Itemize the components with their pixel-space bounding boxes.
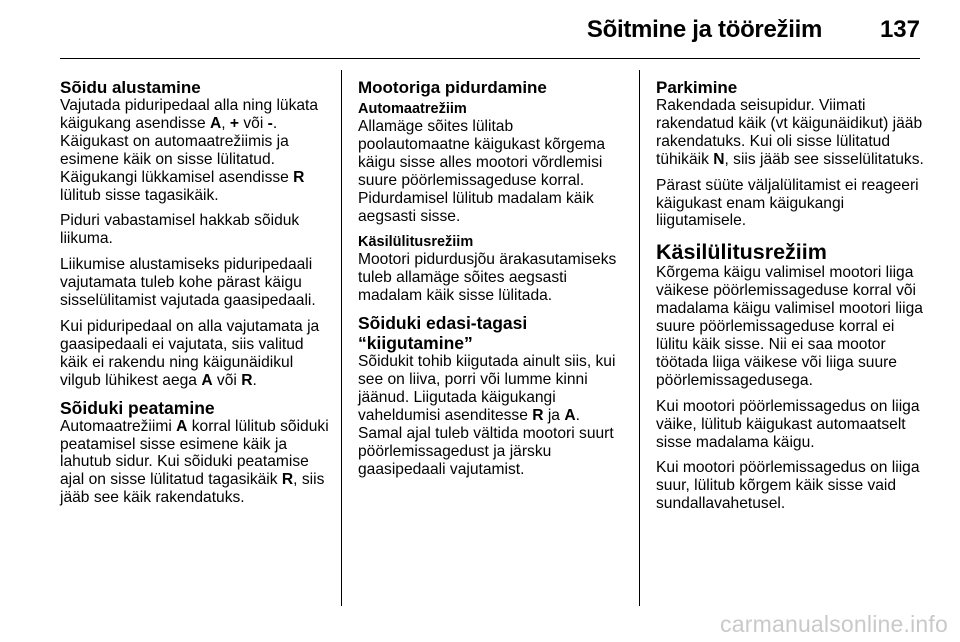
text: . Samal ajal tuleb vältida mootori suurt pöörlemissagedust ja järsku gaasipedaali vajutamist. [358, 406, 614, 478]
text: lülitub sisse tagasikäik. [60, 186, 219, 204]
text: . Käigukast on automaatrežiimis ja esimene käik on sisse lülitatud. Käigukangi lükkamisel asendisse [60, 114, 294, 186]
page-title: Sõitmine ja töörežiim [586, 16, 822, 43]
paragraph: Kõrgema käigu valimisel mootori liiga väikese pöörlemissageduse korral või madalama käigu valimisel mootori liiga suure pöörlemissageduse korral ei lülitu käik sisse. Nii ei saa mootor töötada liiga väikese või liiga suure pöörlemissagedusega. [656, 264, 923, 389]
subheading-manual-mode: Käsilülitusrežiim [358, 234, 474, 251]
paragraph: Mootori pidurdusjõu ärakasutamiseks tuleb allamäge sõites aegsasti madalam käik sisse lülitada. [358, 251, 617, 305]
text: korral lülitub sõiduki peatamisel sisse esimene käik ja lahutub sidur. Kui sõiduki peatamise ajal on sisse lülitatud tagasikäik [60, 417, 329, 489]
gear-letter: R [293, 168, 305, 186]
text: või [239, 114, 268, 132]
text: , siis jääb see käik rakendatuks. [60, 471, 325, 507]
text: Vajutada piduripedaal alla ning lükata käigukang asendisse [60, 97, 319, 132]
section-heading-stop: Sõiduki peatamine [60, 397, 215, 418]
watermark: carmanualsonline.info [720, 611, 948, 637]
gear-symbol: - [267, 114, 273, 132]
text: Automaatrežiimi [60, 417, 177, 435]
paragraph [358, 353, 628, 478]
gear-letter: A [176, 417, 188, 435]
section-heading-engine-braking: Mootoriga pidurdamine [358, 78, 547, 97]
text: , siis jääb see sisselülitatuks. [724, 150, 924, 168]
gear-letter: A [201, 371, 213, 389]
gear-symbol: + [229, 114, 240, 132]
column-3 [656, 78, 924, 521]
gear-letter: A [564, 406, 576, 424]
paragraph: Liikumise alustamiseks piduripedaali vajutamata tuleb kohe pärast käigu sisselülitamist vajutada gaasipedaali. [60, 256, 316, 310]
paragraph: Pärast süüte väljalülitamist ei reageeri käigukast enam käigukangi liigutamisele. [656, 176, 919, 230]
text: , [221, 114, 230, 132]
column-1 [60, 78, 330, 515]
page-number: 137 [879, 16, 920, 43]
text: Rakendada seisupidur. Viimati rakendatud käik (vt käigunäidikut) jääb rakendatuks. Kui oli sisse lülitatud tühikäik [656, 97, 923, 168]
text: ja [543, 406, 565, 424]
column-divider [341, 70, 342, 606]
text: Sõidukit tohib kiigutada ainult siis, kui see on liiva, porri või lumme kinni jäänud. Liigutada käigukangi vaheldumisi asenditesse [358, 353, 616, 424]
gear-letter: N [713, 150, 725, 168]
gear-letter: A [209, 114, 222, 132]
paragraph: Allamäge sõites lülitab poolautomaatne käigukast kõrgema käigu sisse alles mootori võrdlemisi suure pöörlemissageduse korral. Pidurdamisel lülitub madalam käik aegsasti sisse. [358, 118, 606, 225]
subheading-auto-mode: Automaatrežiim [358, 101, 467, 117]
gear-letter: R [241, 371, 253, 389]
page-header [60, 0, 920, 59]
column-divider [639, 70, 640, 606]
column-2 [358, 78, 628, 487]
gear-letter: R [532, 406, 544, 424]
text: . [252, 371, 257, 389]
text: või [212, 371, 242, 389]
paragraph: Kui mootori pöörlemissagedus on liiga suur, lülitub kõrgem käik sisse vaid sundallavahetusel. [656, 459, 920, 513]
section-heading-rocking: Sõiduki edasi-tagasi “kiigutamine” [358, 313, 528, 354]
section-heading-manual-mode: Käsilülitusrežiim [656, 240, 827, 265]
paragraph: Kui mootori pöörlemissagedus on liiga väike, lülitub käigukast automaatselt sisse madalama käigu. [656, 397, 920, 451]
paragraph [656, 97, 924, 169]
gear-letter: R [281, 471, 294, 489]
paragraph [60, 418, 330, 508]
section-heading-start: Sõidu alustamine [60, 78, 201, 97]
text: Kui piduripedaal on alla vajutamata ja gaasipedaali ei vajutata, siis valitud käik ei rakendu ning käigunäidikul vilgub lühikest aega [60, 317, 320, 389]
paragraph [60, 97, 330, 204]
paragraph: Piduri vabastamisel hakkab sõiduk liikuma. [60, 212, 300, 248]
section-heading-parking: Parkimine [656, 78, 738, 97]
paragraph [60, 318, 330, 390]
